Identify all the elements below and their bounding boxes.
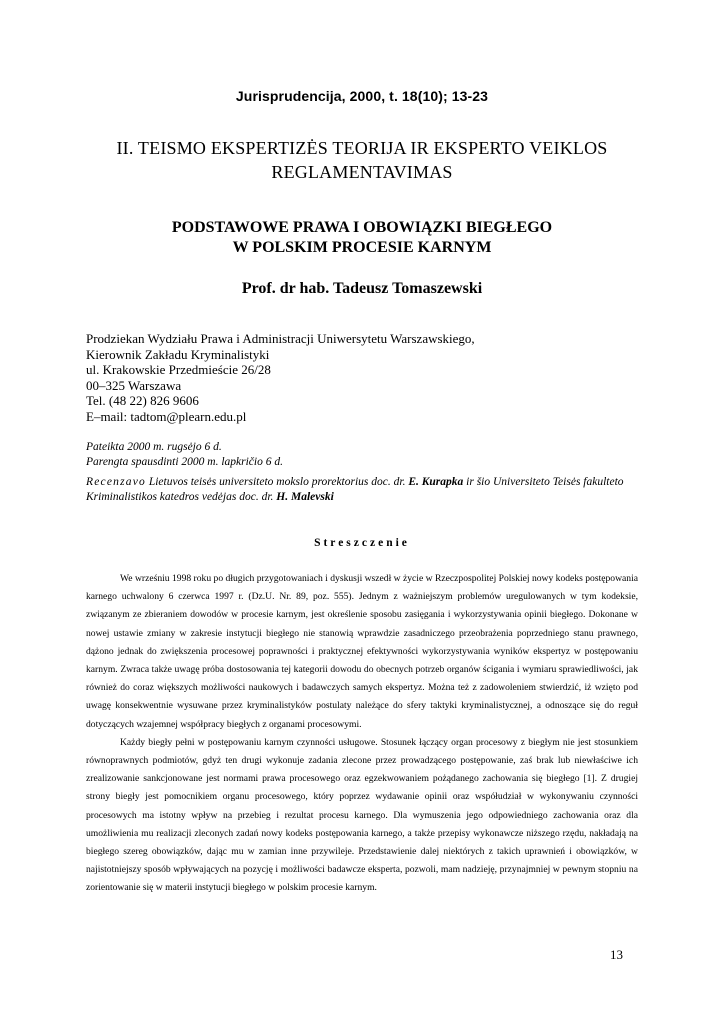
affiliation-line: Prodziekan Wydziału Prawa i Administracji Uniwersytetu Warszawskiego, (86, 331, 475, 346)
section-title-line-1: II. TEISMO EKSPERTIZĖS TEORIJA IR EKSPERTO VEIKLOS (116, 138, 608, 158)
author-name: Prof. dr hab. Tadeusz Tomaszewski (241, 280, 483, 297)
abstract-body (86, 570, 638, 898)
prepared-date: Parengta spausdinti 2000 m. lapkričio 6 d. (86, 456, 283, 468)
author-affiliation (86, 331, 646, 425)
article-title (80, 218, 644, 258)
section-title (80, 136, 644, 184)
affiliation-line: Tel. (48 22) 826 9606 (86, 393, 199, 409)
affiliation-line: Kierownik Zakładu Kryminalistyki (86, 346, 270, 362)
reviewer-name-1: E. Kurapka (408, 476, 464, 488)
reviewer-name-2: H. Malevski (276, 491, 334, 503)
abstract-paragraph: Każdy biegły pełni w postępowaniu karnym czynności usługowe. Stosunek łączący organ procesowy z biegłym nie jest stosunkiem równoprawnych podmiotów, gdyż ten drugi wykonuje zadania zlecone przez prowadzącego postępowanie, zaś brak lub niewłaściwe ich zrealizowanie sankcjonowane jest normami prawa procesowego oraz egzekwowaniem pożądanego zachowania się biegłego [1]. Z drugiej strony biegły jest pomocnikiem organu procesowego, który poprzez wydawanie opinii oraz współudział w wykonywaniu czynności procesowych ma istotny wpływ na przebieg i rezultat procesu karnego. Dla wymuszenia jego odpowiedniego zachowania oraz dla umożliwienia mu realizacji zleconych zadań nowy kodeks postępowania karnego, a także przepisy wykonawcze niższego rzędu, nakładają na biegłego szereg obowiązków, dając mu w zamian inne przywileje. Przedstawienie dalej niektórych z takich uprawnień i obowiązków, w najistotniejszy sposób wpływających na pozycję i możliwości badawcze eksperta, pozwoli, mam nadzieję, przynajmniej w pewnym stopniu na zorientowanie się w materii instytucji biegłego w polskim procesie karnym. (86, 736, 638, 894)
abstract-heading: Streszczenie (314, 537, 410, 549)
review-text-2: ir šio Universiteto Teisės fakulteto Kriminalistikos katedros vedėjas doc. dr. (86, 476, 624, 503)
affiliation-line: ul. Krakowskie Przedmieście 26/28 (86, 362, 271, 378)
review-label: Recenzavo (86, 476, 146, 488)
journal-reference: Jurisprudencija, 2000, t. 18(10); 13-23 (235, 88, 489, 104)
abstract-paragraph: We wrześniu 1998 roku po długich przygotowaniach i dyskusji wszedł w życie w Rzeczpospolitej Polskiej nowy kodeks postępowania karnego uchwalony 6 czerwca 1997 r. (Dz.U. Nr. 89, poz. 555). Jednym z ważniejszym problemów uregulowanych w tym kodeksie, związanym ze zbieraniem dowodów w procesie karnym, jest określenie sposobu zasięgania i wykorzystywania opinii biegłego. Dokonane w nowej ustawie zmiany w zakresie instytucji biegłego nie stanowią wprawdzie zasadniczego przeobrażenia poprzedniego stanu prawnego, dążono jednak do zwiększenia procesowej poprawności i praktycznej efektywności wykorzystywania wyników ekspertyz w postępowaniu karnym. Zwraca także uwagę próba dostosowania tej kategorii dowodu do obecnych potrzeb organów ścigania i wymiaru sprawiedliwości, jak również do coraz większych możliwości naukowych i badawczych samych ekspertyz. Można też z zadowoleniem stwierdzić, iż wzięto pod uwagę konsekwentnie wysuwane przez kryminalistyków postulaty należące do sfery taktyki kryminalistycznej, a odnoszące się do reguł dotyczących wzajemnej współpracy biegłych z organami procesowymi. (86, 573, 638, 730)
affiliation-line: 00–325 Warszawa (86, 377, 182, 393)
reviewers-note (86, 475, 638, 505)
submission-dates (86, 440, 646, 470)
section-title-line-2: REGLAMENTAVIMAS (271, 162, 453, 182)
article-title-line-1: PODSTAWOWE PRAWA I OBOWIĄZKI BIEGŁEGO (171, 219, 553, 236)
affiliation-email[interactable]: E–mail: tadtom@plearn.edu.pl (86, 408, 247, 424)
submitted-date: Pateikta 2000 m. rugsėjo 6 d. (86, 441, 222, 453)
article-title-line-2: W POLSKIM PROCESIE KARNYM (232, 239, 492, 256)
review-text-1: Lietuvos teisės universiteto mokslo prorektorius doc. dr. (145, 476, 409, 488)
page-number: 13 (610, 947, 623, 962)
